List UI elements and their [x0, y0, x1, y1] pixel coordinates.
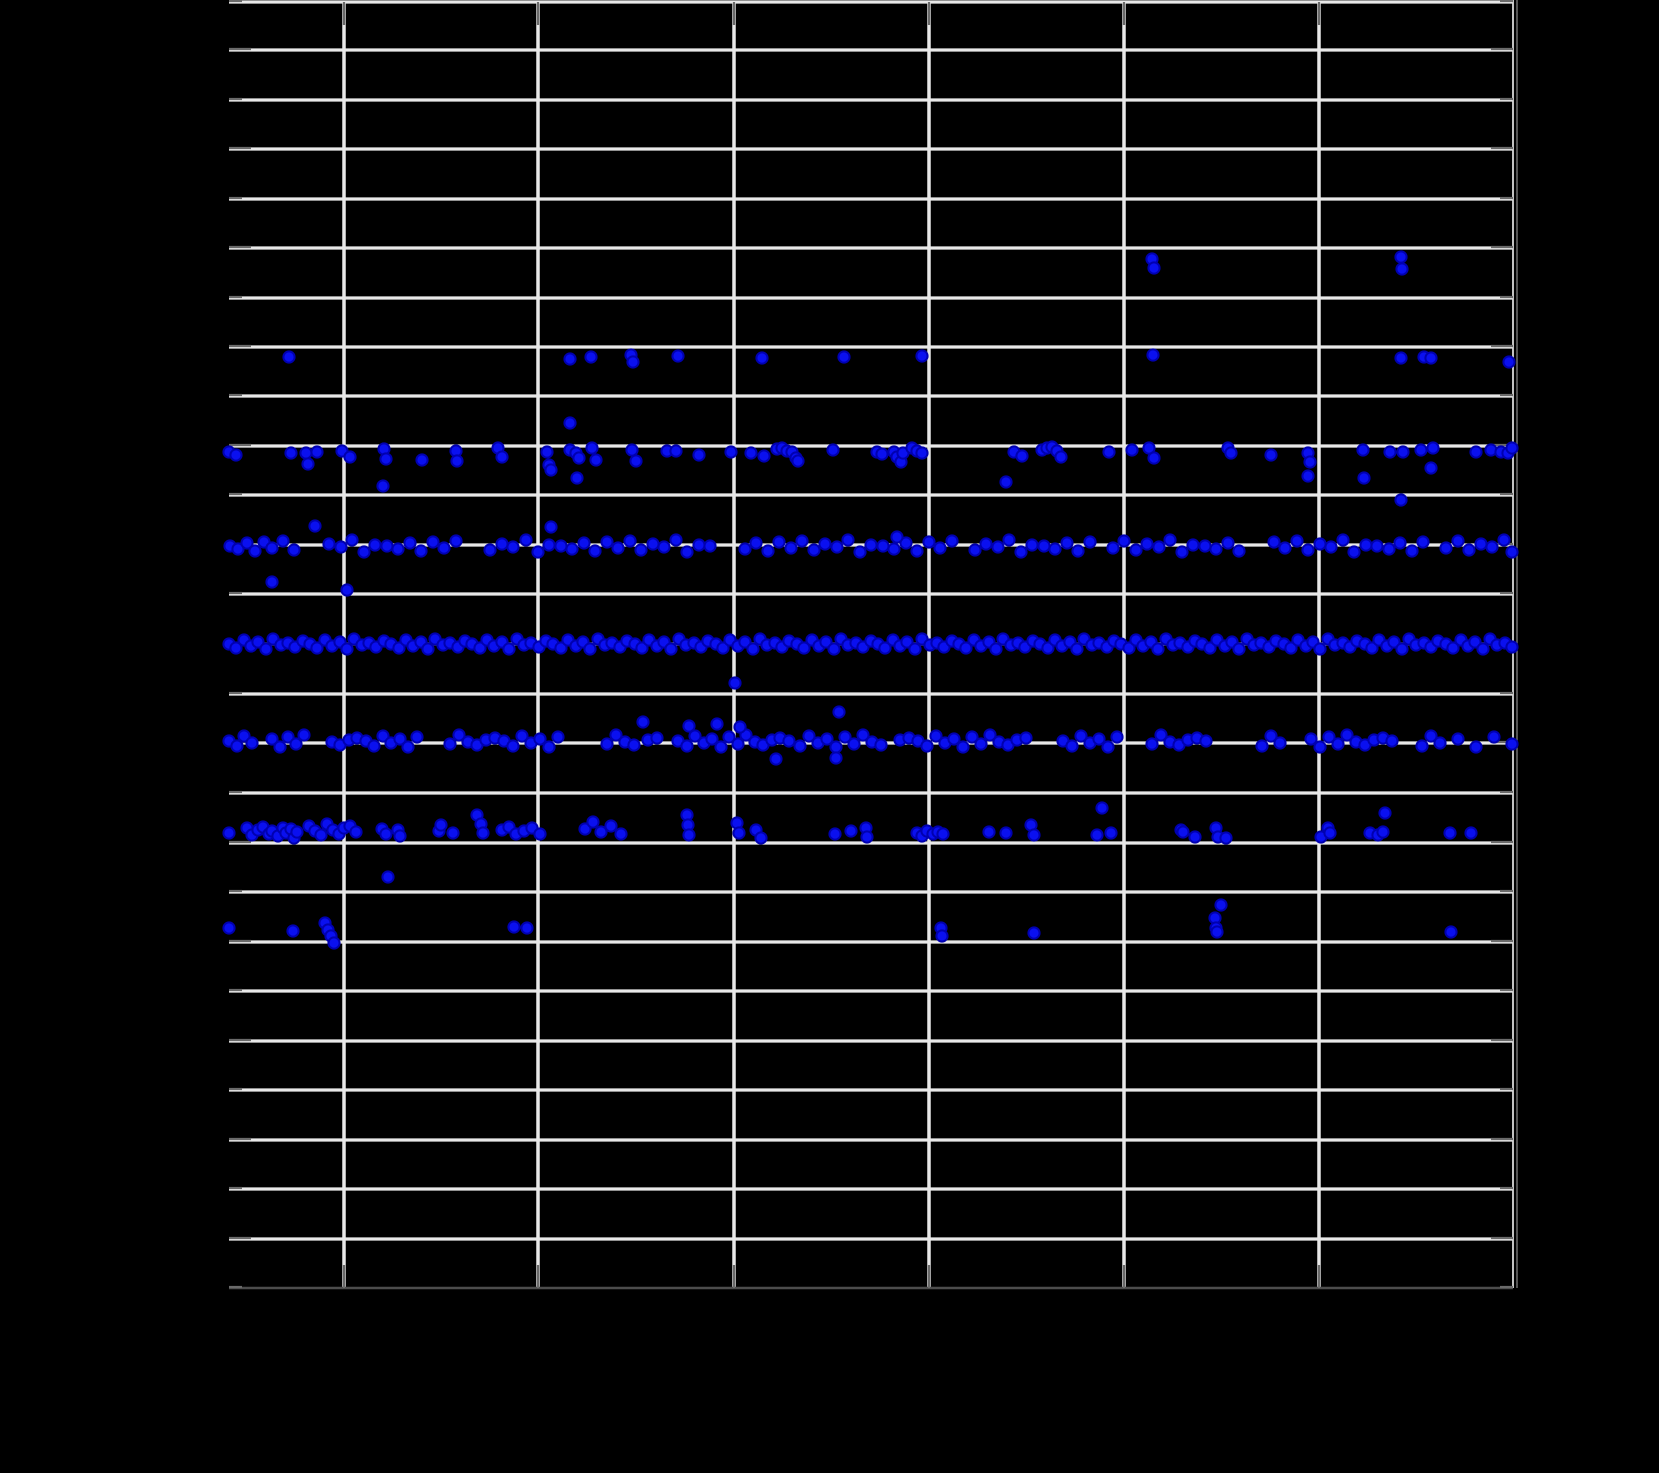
data-point	[521, 922, 532, 933]
data-point	[534, 828, 545, 839]
data-point	[368, 740, 379, 751]
data-point	[1020, 732, 1031, 743]
data-point	[328, 937, 339, 948]
data-point	[670, 445, 681, 456]
data-point	[1233, 643, 1244, 654]
data-point	[392, 543, 403, 554]
data-point	[1506, 442, 1517, 453]
data-point	[1220, 832, 1231, 843]
data-point	[630, 455, 641, 466]
data-point	[1337, 534, 1348, 545]
data-point	[838, 351, 849, 362]
data-point	[1265, 449, 1276, 460]
data-point	[1465, 827, 1476, 838]
data-point	[1314, 741, 1325, 752]
data-point	[552, 731, 563, 742]
data-point	[681, 740, 692, 751]
data-point	[377, 480, 388, 491]
data-point	[626, 444, 637, 455]
data-point	[1126, 444, 1137, 455]
data-point	[1417, 536, 1428, 547]
data-point	[571, 472, 582, 483]
data-point	[451, 455, 462, 466]
data-point	[916, 350, 927, 361]
data-point	[447, 827, 458, 838]
data-point	[288, 544, 299, 555]
data-point	[380, 828, 391, 839]
data-point	[496, 451, 507, 462]
data-point	[1215, 899, 1226, 910]
data-point	[1049, 543, 1060, 554]
data-point	[532, 546, 543, 557]
data-point	[291, 826, 302, 837]
data-point	[1425, 352, 1436, 363]
data-point	[1379, 807, 1390, 818]
data-point	[1026, 539, 1037, 550]
data-point	[1486, 541, 1497, 552]
data-point	[670, 534, 681, 545]
data-point	[507, 541, 518, 552]
data-point	[921, 740, 932, 751]
data-point	[1130, 544, 1141, 555]
data-point	[672, 350, 683, 361]
data-point	[755, 832, 766, 843]
data-point	[725, 446, 736, 457]
data-point	[1302, 470, 1313, 481]
data-point	[681, 546, 692, 557]
data-point	[1148, 452, 1159, 463]
data-point	[1118, 535, 1129, 546]
data-point	[1091, 829, 1102, 840]
data-point	[1141, 538, 1152, 549]
data-point	[277, 535, 288, 546]
data-point	[704, 540, 715, 551]
data-point	[477, 827, 488, 838]
data-point	[1425, 462, 1436, 473]
data-point	[1103, 446, 1114, 457]
data-point	[1434, 737, 1445, 748]
data-point	[545, 464, 556, 475]
data-point	[1506, 546, 1517, 557]
data-point	[1096, 802, 1107, 813]
data-point	[1506, 641, 1517, 652]
data-point	[916, 447, 927, 458]
data-point	[1357, 444, 1368, 455]
data-point	[1102, 741, 1113, 752]
data-point	[566, 543, 577, 554]
data-point	[1396, 263, 1407, 274]
data-point	[605, 820, 616, 831]
data-point	[541, 446, 552, 457]
data-point	[923, 536, 934, 547]
data-point	[231, 740, 242, 751]
data-point	[586, 442, 597, 453]
data-point	[573, 452, 584, 463]
data-point	[936, 930, 947, 941]
data-point	[1358, 472, 1369, 483]
data-point	[865, 539, 876, 550]
data-point	[266, 542, 277, 553]
data-point	[601, 738, 612, 749]
data-point	[845, 825, 856, 836]
data-point	[1445, 926, 1456, 937]
data-point	[438, 542, 449, 553]
data-point	[1105, 827, 1116, 838]
data-point	[1210, 543, 1221, 554]
data-point	[1396, 643, 1407, 654]
data-point	[507, 740, 518, 751]
data-point	[1176, 546, 1187, 557]
data-point	[739, 543, 750, 554]
data-point	[587, 816, 598, 827]
data-point	[711, 718, 722, 729]
data-point	[1463, 544, 1474, 555]
data-point	[715, 741, 726, 752]
data-point	[693, 449, 704, 460]
data-point	[683, 720, 694, 731]
data-point	[909, 643, 920, 654]
data-point	[615, 828, 626, 839]
data-point	[564, 353, 575, 364]
data-point	[946, 535, 957, 546]
data-point	[285, 447, 296, 458]
data-point	[1071, 643, 1082, 654]
data-point	[1332, 738, 1343, 749]
data-point	[1440, 542, 1451, 553]
data-point	[335, 541, 346, 552]
data-point	[1107, 542, 1118, 553]
data-point	[819, 538, 830, 549]
data-point	[1200, 735, 1211, 746]
data-point	[1324, 827, 1335, 838]
data-point	[1164, 534, 1175, 545]
data-point	[223, 922, 234, 933]
data-point	[1348, 546, 1359, 557]
data-point	[980, 538, 991, 549]
data-point	[1475, 538, 1486, 549]
data-point	[1028, 927, 1039, 938]
data-point	[508, 921, 519, 932]
data-point	[1015, 546, 1026, 557]
data-point	[1000, 827, 1011, 838]
data-point	[1225, 447, 1236, 458]
data-point	[1416, 740, 1427, 751]
data-point	[1279, 542, 1290, 553]
data-point	[435, 819, 446, 830]
data-point	[842, 534, 853, 545]
data-point	[1314, 538, 1325, 549]
data-point	[1152, 643, 1163, 654]
data-point	[555, 540, 566, 551]
data-point	[1302, 544, 1313, 555]
data-point	[1000, 476, 1011, 487]
data-point	[1452, 733, 1463, 744]
data-point	[358, 546, 369, 557]
data-point	[283, 351, 294, 362]
data-point	[444, 738, 455, 749]
data-point	[1061, 537, 1072, 548]
data-point	[601, 536, 612, 547]
data-point	[422, 643, 433, 654]
data-point	[323, 538, 334, 549]
data-point	[983, 826, 994, 837]
data-point	[635, 544, 646, 555]
data-point	[341, 643, 352, 654]
data-point	[1055, 451, 1066, 462]
data-point	[651, 732, 662, 743]
data-point	[911, 545, 922, 556]
data-point	[733, 827, 744, 838]
data-point	[829, 828, 840, 839]
data-point	[1084, 536, 1095, 547]
data-point	[1386, 735, 1397, 746]
data-point	[1222, 537, 1233, 548]
data-point	[1395, 494, 1406, 505]
data-point	[827, 444, 838, 455]
data-point	[590, 454, 601, 465]
data-point	[411, 731, 422, 742]
data-point	[762, 545, 773, 556]
data-point	[1038, 540, 1049, 551]
data-point	[1148, 262, 1159, 273]
data-point	[773, 536, 784, 547]
data-point	[427, 536, 438, 547]
data-point	[808, 544, 819, 555]
data-point	[1268, 536, 1279, 547]
data-point	[1111, 731, 1122, 742]
data-point	[369, 539, 380, 550]
data-point	[627, 356, 638, 367]
data-point	[300, 447, 311, 458]
data-point	[564, 417, 575, 428]
data-point	[1072, 545, 1083, 556]
data-point	[785, 542, 796, 553]
data-point	[585, 351, 596, 362]
data-point	[1233, 545, 1244, 556]
data-point	[861, 831, 872, 842]
data-point	[637, 716, 648, 727]
data-point	[833, 706, 844, 717]
data-point	[1147, 349, 1158, 360]
data-point	[315, 829, 326, 840]
data-point	[543, 539, 554, 550]
data-point	[1477, 643, 1488, 654]
data-point	[1016, 450, 1027, 461]
data-point	[750, 537, 761, 548]
data-point	[876, 448, 887, 459]
data-point	[937, 828, 948, 839]
data-point	[1274, 737, 1285, 748]
data-point	[584, 643, 595, 654]
data-point	[683, 829, 694, 840]
data-point	[628, 739, 639, 750]
data-point	[1506, 738, 1517, 749]
data-point	[381, 540, 392, 551]
data-point	[1325, 541, 1336, 552]
data-point	[756, 352, 767, 363]
data-point	[848, 738, 859, 749]
data-point	[503, 643, 514, 654]
data-point	[1427, 442, 1438, 453]
data-point	[796, 535, 807, 546]
data-point	[311, 446, 322, 457]
data-point	[1470, 741, 1481, 752]
data-point	[830, 741, 841, 752]
data-point	[394, 830, 405, 841]
data-point	[543, 741, 554, 752]
data-point	[647, 538, 658, 549]
data-point	[287, 925, 298, 936]
data-point	[1503, 356, 1514, 367]
data-point	[416, 454, 427, 465]
data-point	[1187, 539, 1198, 550]
data-point	[1003, 534, 1014, 545]
data-point	[1395, 352, 1406, 363]
data-point	[341, 584, 352, 595]
data-point	[745, 447, 756, 458]
data-point	[1377, 826, 1388, 837]
data-point	[770, 753, 781, 764]
data-point	[990, 643, 1001, 654]
data-point	[992, 541, 1003, 552]
data-point	[1415, 444, 1426, 455]
data-point	[578, 537, 589, 548]
data-point	[783, 735, 794, 746]
data-point	[404, 537, 415, 548]
data-point	[346, 534, 357, 545]
data-point	[230, 449, 241, 460]
data-point	[246, 737, 257, 748]
data-point	[1177, 826, 1188, 837]
data-point	[734, 721, 745, 732]
data-point	[1406, 545, 1417, 556]
data-point	[589, 545, 600, 556]
data-point	[380, 453, 391, 464]
data-point	[1199, 540, 1210, 551]
data-point	[830, 752, 841, 763]
data-point	[402, 741, 413, 752]
data-point	[1314, 643, 1325, 654]
data-point	[1189, 831, 1200, 842]
data-point	[975, 738, 986, 749]
data-point	[274, 741, 285, 752]
data-point	[957, 741, 968, 752]
data-point	[934, 542, 945, 553]
data-point	[854, 546, 865, 557]
data-point	[302, 458, 313, 469]
data-point	[891, 531, 902, 542]
data-point	[309, 520, 320, 531]
data-point	[729, 677, 740, 688]
data-point	[1397, 446, 1408, 457]
data-point	[1470, 446, 1481, 457]
data-point	[665, 643, 676, 654]
data-point	[1291, 535, 1302, 546]
data-point	[1498, 534, 1509, 545]
data-point	[888, 543, 899, 554]
data-point	[1211, 926, 1222, 937]
data-point	[1304, 456, 1315, 467]
data-point	[794, 740, 805, 751]
data-point	[415, 545, 426, 556]
data-point	[249, 545, 260, 556]
data-point	[1146, 738, 1157, 749]
data-point	[875, 739, 886, 750]
data-point	[747, 643, 758, 654]
data-point	[658, 541, 669, 552]
data-point	[1395, 251, 1406, 262]
data-point	[1383, 543, 1394, 554]
data-point	[693, 539, 704, 550]
data-point	[350, 826, 361, 837]
data-point	[1384, 446, 1395, 457]
data-point	[1256, 740, 1267, 751]
data-point	[1028, 829, 1039, 840]
data-point	[1444, 827, 1455, 838]
data-point	[298, 729, 309, 740]
data-point	[1488, 731, 1499, 742]
data-point	[1360, 539, 1371, 550]
data-point	[828, 643, 839, 654]
data-point	[450, 535, 461, 546]
data-point	[1371, 540, 1382, 551]
data-point	[1394, 537, 1405, 548]
data-point	[260, 643, 271, 654]
data-point	[344, 451, 355, 462]
data-point	[792, 455, 803, 466]
data-point	[877, 540, 888, 551]
data-point	[831, 541, 842, 552]
data-point	[1066, 740, 1077, 751]
data-point	[969, 544, 980, 555]
data-point	[266, 576, 277, 587]
data-point	[624, 535, 635, 546]
data-point	[1452, 535, 1463, 546]
data-point	[545, 521, 556, 532]
data-point	[1153, 541, 1164, 552]
data-point	[758, 450, 769, 461]
data-point	[520, 534, 531, 545]
data-point	[612, 542, 623, 553]
data-point	[496, 538, 507, 549]
data-point	[484, 544, 495, 555]
data-point	[382, 871, 393, 882]
data-point	[223, 827, 234, 838]
